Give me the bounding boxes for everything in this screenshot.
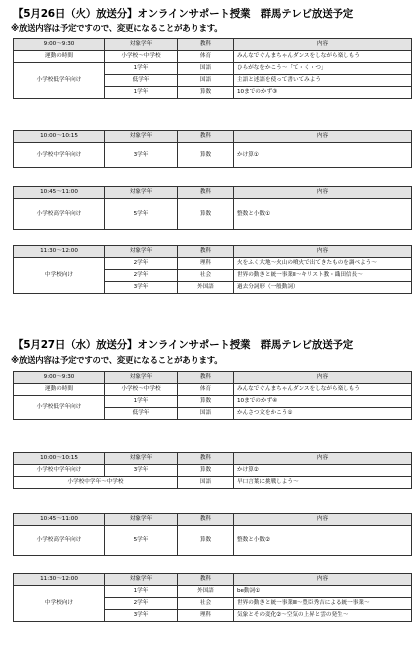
- timeslot-table: [13, 38, 412, 99]
- content-header: 内容: [234, 39, 412, 51]
- content-cell: かけ算①: [234, 143, 412, 168]
- content-header: 内容: [234, 514, 412, 526]
- content-cell: みんなでぐんまちゃんダンスをしながら楽しもう: [234, 51, 412, 63]
- content-cell: 整数と小数②: [234, 526, 412, 556]
- grade-cell: 1学年: [105, 586, 178, 598]
- grade-cell: 2学年: [105, 598, 178, 610]
- table-row: [14, 199, 412, 230]
- table-header-row: [14, 39, 412, 51]
- content-cell: 気象とその変化②～空気の上昇と雲の発生～: [234, 610, 412, 622]
- grade-cell: 1学年: [105, 87, 178, 99]
- group-label: 小学校低学年向け: [14, 63, 105, 99]
- timeslot-table: [13, 573, 412, 622]
- timeslot-table: [13, 371, 412, 420]
- group-label: 中学校向け: [14, 586, 105, 622]
- table-header-row: [14, 187, 412, 199]
- grade-cell: 低学年: [105, 408, 178, 420]
- grade-header: 対象学年: [105, 574, 178, 586]
- section-note: ※放送内容は予定ですので、変更になることがあります。: [11, 355, 223, 365]
- subject-cell: 体育: [178, 51, 234, 63]
- table-header-row: [14, 574, 412, 586]
- subject-cell: 算数: [178, 526, 234, 556]
- subject-cell: 算数: [178, 199, 234, 230]
- content-header: 内容: [234, 246, 412, 258]
- content-cell: be動詞①: [234, 586, 412, 598]
- subject-cell: 理科: [178, 610, 234, 622]
- subject-cell: 国語: [178, 75, 234, 87]
- subject-header: 教科: [178, 514, 234, 526]
- group-label: 小学校高学年向け: [14, 199, 105, 230]
- grade-cell: 3学年: [105, 143, 178, 168]
- group-label: 中学校向け: [14, 258, 105, 294]
- subject-header: 教科: [178, 372, 234, 384]
- time-header: 9:00～9:30: [14, 39, 105, 51]
- subject-cell: 算数: [178, 87, 234, 99]
- subject-cell: 算数: [178, 465, 234, 477]
- table-row: [14, 586, 412, 598]
- content-cell: 10までのかず④: [234, 396, 412, 408]
- subject-cell: 社会: [178, 598, 234, 610]
- grade-cell: 5学年: [105, 526, 178, 556]
- table-row: [14, 51, 412, 63]
- content-header: 内容: [234, 574, 412, 586]
- grade-header: 対象学年: [105, 246, 178, 258]
- grade-header: 対象学年: [105, 372, 178, 384]
- content-cell: 主語と述語を使って書いてみよう: [234, 75, 412, 87]
- table-row: [14, 258, 412, 270]
- grade-cell: 2学年: [105, 270, 178, 282]
- content-cell: ひらがなをかこう～「て・く・つ」: [234, 63, 412, 75]
- subject-cell: 国語: [178, 477, 234, 489]
- table-row: [14, 465, 412, 477]
- table-header-row: [14, 246, 412, 258]
- table-header-row: [14, 514, 412, 526]
- subject-cell: 外国語: [178, 586, 234, 598]
- timeslot-table: [13, 452, 412, 489]
- time-header: 9:00～9:30: [14, 372, 105, 384]
- group-label: 運動の時間: [14, 384, 105, 396]
- grade-cell: 小学校～中学校: [105, 51, 178, 63]
- subject-cell: 国語: [178, 408, 234, 420]
- timeslot-table: [13, 186, 412, 230]
- content-header: 内容: [234, 187, 412, 199]
- grade-cell: 3学年: [105, 465, 178, 477]
- table-header-row: [14, 453, 412, 465]
- subject-cell: 社会: [178, 270, 234, 282]
- grade-cell: 1学年: [105, 396, 178, 408]
- content-cell: みんなでぐんまちゃんダンスをしながら楽しもう: [234, 384, 412, 396]
- subject-header: 教科: [178, 246, 234, 258]
- time-header: 10:45～11:00: [14, 514, 105, 526]
- subject-cell: 算数: [178, 143, 234, 168]
- time-header: 10:45～11:00: [14, 187, 105, 199]
- table-row: [14, 384, 412, 396]
- table-header-row: [14, 372, 412, 384]
- content-cell: 早口言葉に挑戦しよう～: [234, 477, 412, 489]
- time-header: 11:30～12:00: [14, 574, 105, 586]
- content-cell: 過去分詞形（一般動詞）: [234, 282, 412, 294]
- group-label: 小学校中学年向け: [14, 465, 105, 477]
- table-row: [14, 526, 412, 556]
- section-note: ※放送内容は予定ですので、変更になることがあります。: [11, 23, 223, 33]
- content-cell: 世界の動きと統一事業Ⅱ～キリスト教・織田信長～: [234, 270, 412, 282]
- subject-header: 教科: [178, 131, 234, 143]
- timeslot-table: [13, 130, 412, 168]
- content-cell: 10までのかず③: [234, 87, 412, 99]
- table-row: [14, 396, 412, 408]
- grade-cell: 5学年: [105, 199, 178, 230]
- table-header-row: [14, 131, 412, 143]
- table-row: [14, 63, 412, 75]
- table-row: [14, 477, 412, 489]
- grade-header: 対象学年: [105, 453, 178, 465]
- group-label: 小学校中学年～中学校: [14, 477, 178, 489]
- grade-cell: 小学校～中学校: [105, 384, 178, 396]
- grade-cell: 1学年: [105, 63, 178, 75]
- grade-header: 対象学年: [105, 131, 178, 143]
- subject-cell: 理科: [178, 258, 234, 270]
- time-header: 10:00～10:15: [14, 453, 105, 465]
- grade-header: 対象学年: [105, 39, 178, 51]
- grade-cell: 2学年: [105, 258, 178, 270]
- subject-cell: 算数: [178, 396, 234, 408]
- grade-cell: 3学年: [105, 610, 178, 622]
- subject-cell: 国語: [178, 63, 234, 75]
- content-cell: かんさつ文をかこう①: [234, 408, 412, 420]
- group-label: 小学校中学年向け: [14, 143, 105, 168]
- time-header: 11:30～12:00: [14, 246, 105, 258]
- group-label: 運動の時間: [14, 51, 105, 63]
- content-cell: 火をふく大地～火山の噴火で出てきたものを調べよう～: [234, 258, 412, 270]
- section-title: 【5月26日（火）放送分】オンラインサポート授業 群馬テレビ放送予定: [13, 8, 354, 20]
- time-header: 10:00～10:15: [14, 131, 105, 143]
- subject-header: 教科: [178, 574, 234, 586]
- grade-header: 対象学年: [105, 514, 178, 526]
- grade-cell: 低学年: [105, 75, 178, 87]
- grade-cell: 3学年: [105, 282, 178, 294]
- group-label: 小学校低学年向け: [14, 396, 105, 420]
- content-cell: 世界の動きと統一事業Ⅲ～豊臣秀吉による統一事業～: [234, 598, 412, 610]
- subject-cell: 体育: [178, 384, 234, 396]
- content-header: 内容: [234, 372, 412, 384]
- content-header: 内容: [234, 131, 412, 143]
- subject-header: 教科: [178, 453, 234, 465]
- content-cell: かけ算②: [234, 465, 412, 477]
- timeslot-table: [13, 513, 412, 556]
- subject-header: 教科: [178, 187, 234, 199]
- timeslot-table: [13, 245, 412, 294]
- group-label: 小学校高学年向け: [14, 526, 105, 556]
- table-row: [14, 143, 412, 168]
- content-cell: 整数と小数①: [234, 199, 412, 230]
- subject-header: 教科: [178, 39, 234, 51]
- grade-header: 対象学年: [105, 187, 178, 199]
- section-title: 【5月27日（水）放送分】オンラインサポート授業 群馬テレビ放送予定: [13, 339, 354, 351]
- content-header: 内容: [234, 453, 412, 465]
- subject-cell: 外国語: [178, 282, 234, 294]
